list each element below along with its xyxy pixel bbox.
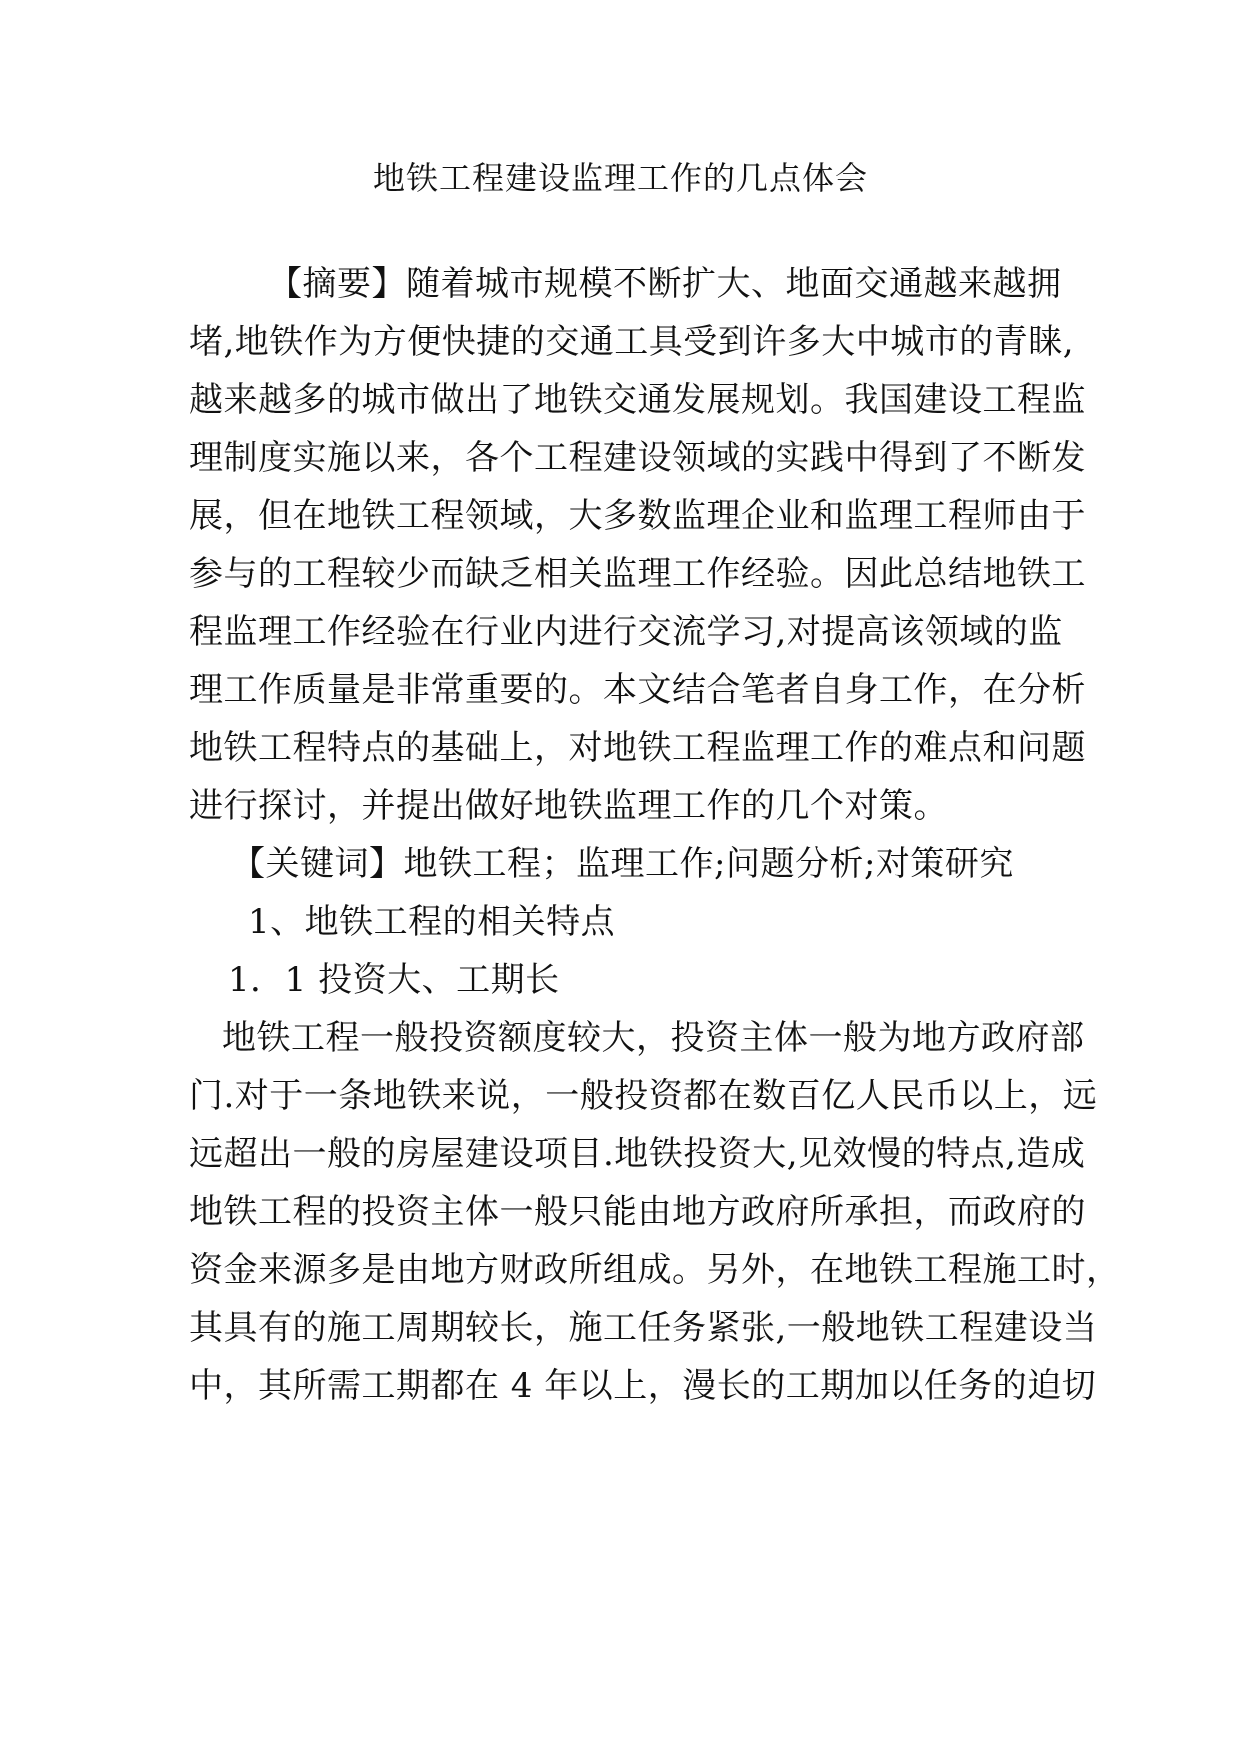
abstract-line: 【摘要】随着城市规模不断扩大、地面交通越来越拥	[268, 264, 1062, 304]
abstract-line: 参与的工程较少而缺乏相关监理工作经验。因此总结地铁工	[189, 554, 1086, 594]
abstract-line: 展，但在地铁工程领域，大多数监理企业和监理工程师由于	[189, 496, 1086, 536]
document-title: 地铁工程建设监理工作的几点体会	[372, 159, 868, 197]
abstract-line: 越来越多的城市做出了地铁交通发展规划。我国建设工程监	[189, 380, 1086, 420]
body-line: 地铁工程的投资主体一般只能由地方政府所承担，而政府的	[189, 1192, 1086, 1232]
keywords-line: 【关键词】地铁工程；监理工作;问题分析;对策研究	[231, 844, 1014, 884]
abstract-line: 堵,地铁作为方便快捷的交通工具受到许多大中城市的青睐,	[189, 322, 1075, 362]
abstract-line: 理制度实施以来，各个工程建设领域的实践中得到了不断发	[189, 438, 1086, 478]
body-line: 资金来源多是由地方财政所组成。另外，在地铁工程施工时，	[189, 1250, 1121, 1290]
abstract-line: 地铁工程特点的基础上，对地铁工程监理工作的难点和问题	[189, 728, 1086, 768]
body-line: 门.对于一条地铁来说，一般投资都在数百亿人民币以上，远	[189, 1076, 1098, 1116]
body-line: 中，其所需工期都在 4 年以上，漫长的工期加以任务的迫切	[189, 1366, 1097, 1406]
body-line: 远超出一般的房屋建设项目.地铁投资大,见效慢的特点,造成	[189, 1134, 1086, 1174]
abstract-line: 进行探讨，并提出做好地铁监理工作的几个对策。	[189, 786, 948, 826]
body-line: 地铁工程一般投资额度较大，投资主体一般为地方政府部	[222, 1018, 1085, 1058]
subsection-heading: 1．1 投资大、工期长	[228, 960, 560, 1000]
abstract-line: 理工作质量是非常重要的。本文结合笔者自身工作，在分析	[189, 670, 1086, 710]
abstract-line: 程监理工作经验在行业内进行交流学习,对提高该领域的监	[189, 612, 1063, 652]
section-heading: 1、地铁工程的相关特点	[248, 902, 616, 942]
body-line: 其具有的施工周期较长，施工任务紧张,一般地铁工程建设当	[189, 1308, 1098, 1348]
